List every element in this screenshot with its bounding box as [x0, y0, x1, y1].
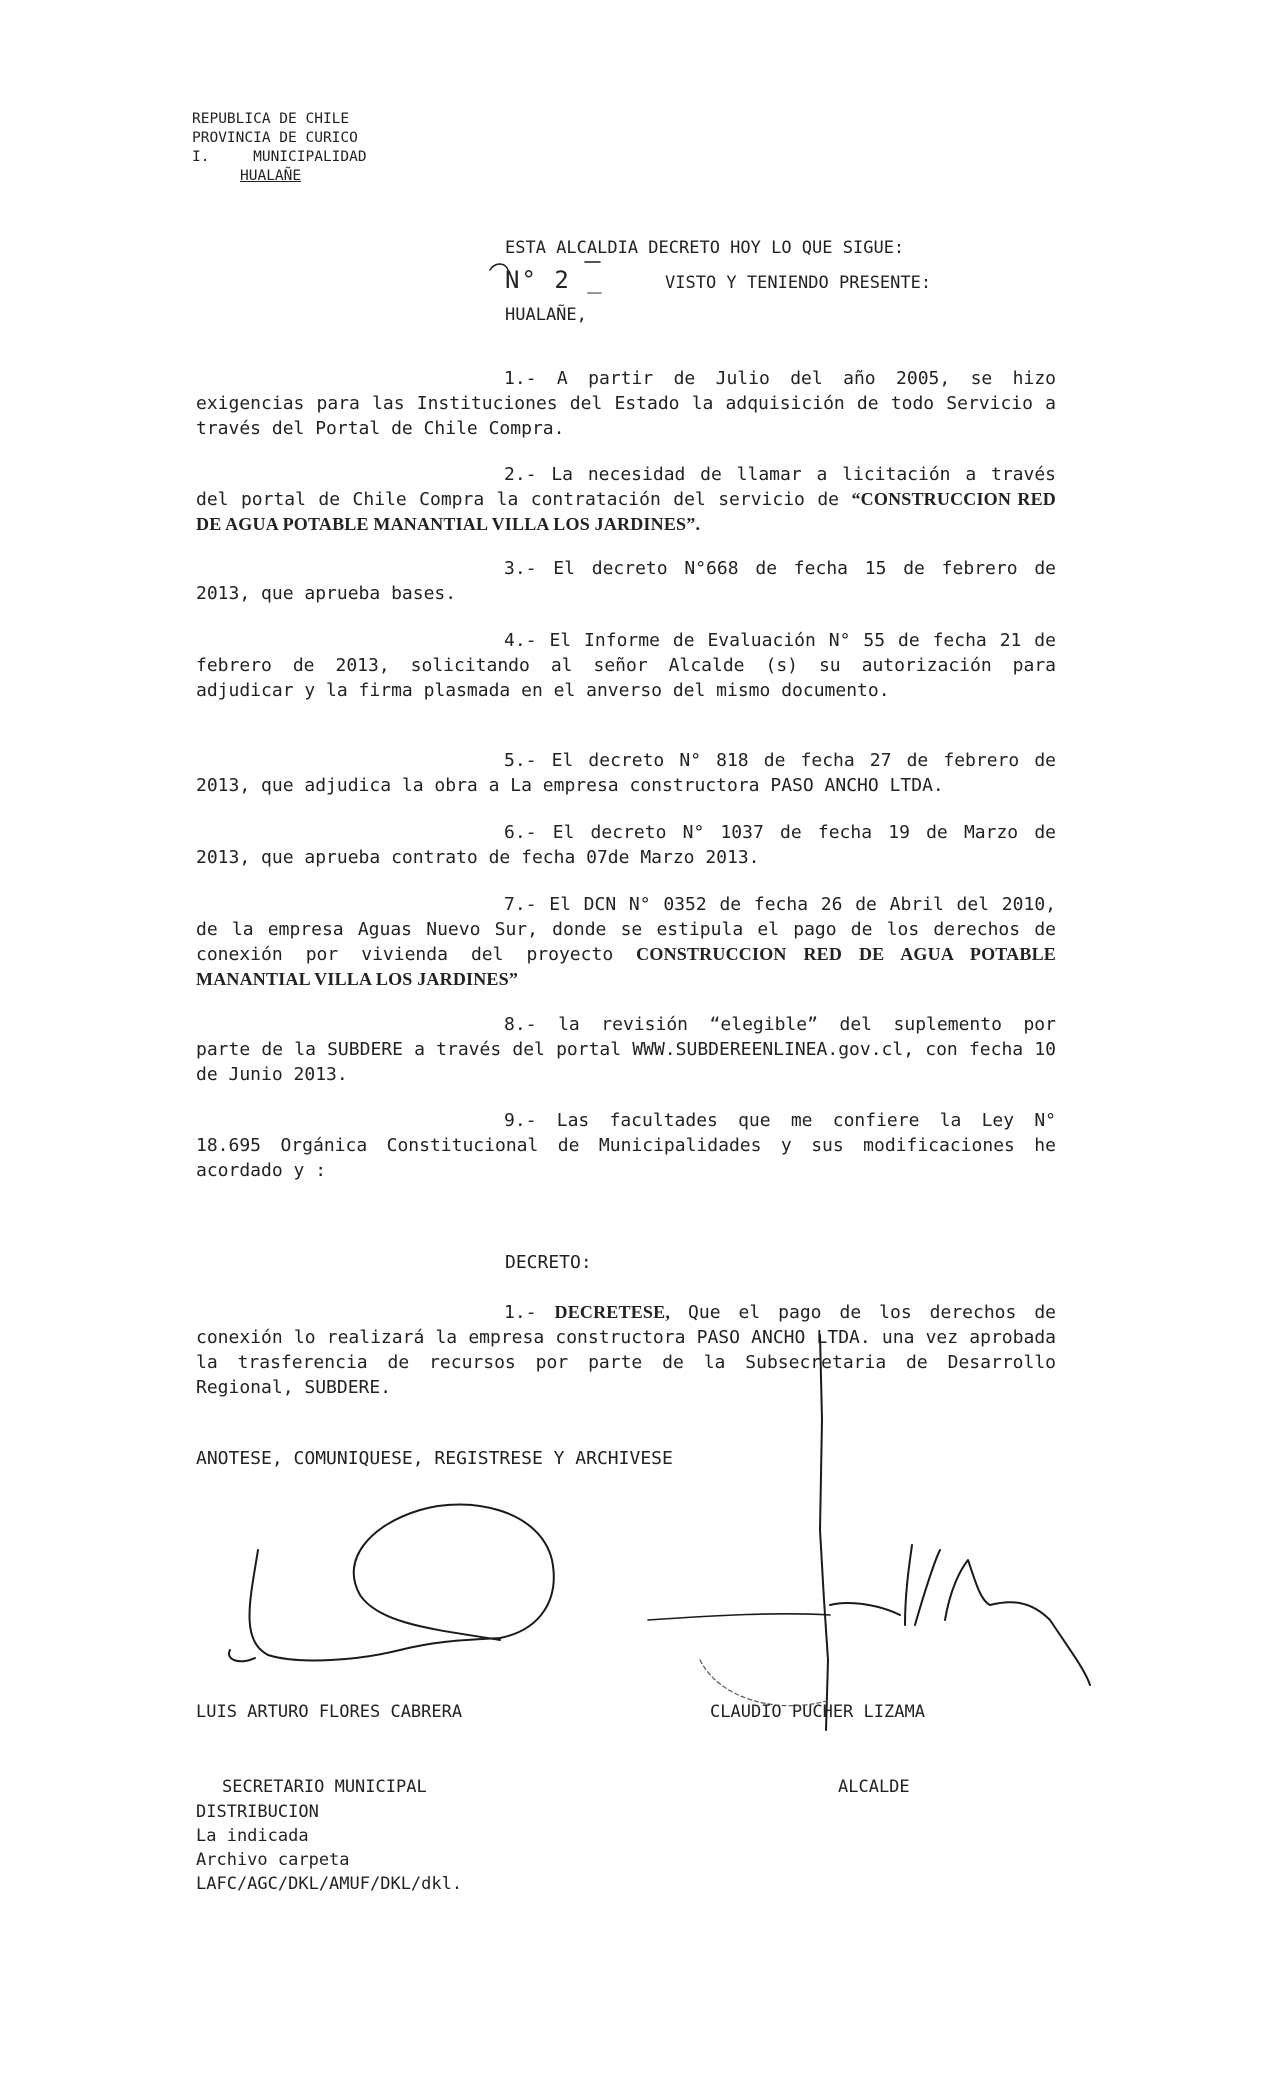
consideration-text: El decreto N° 818 de fecha 27 de febrero de 2013, que adjudica la obra a La empresa constructora PASO ANCHO LTDA.	[196, 750, 1056, 796]
consideration-number: 9.-	[504, 1110, 537, 1131]
consideration-8	[196, 1012, 1056, 1087]
consideration-number: 1.-	[504, 368, 537, 389]
consideration-4	[196, 628, 1056, 703]
distribution-item: Archivo carpeta	[196, 1850, 350, 1870]
project-name: “CONSTRUCCION RED DE AGUA POTABLE MANANTIAL VILLA LOS JARDINES”.	[196, 489, 1056, 534]
letterhead	[192, 110, 367, 186]
decree-header	[505, 232, 931, 331]
mayor-title: ALCALDE	[838, 1777, 910, 1797]
consideration-text: la revisión “elegible” del suplemento por parte de la SUBDERE a través del portal WWW.SUBDEREENLINEA.gov.cl, con fecha 10 de Junio 2013.	[196, 1014, 1056, 1085]
consideration-3	[196, 556, 1056, 606]
header-line-2	[505, 264, 931, 299]
distribution-title: DISTRIBUCION	[196, 1802, 319, 1822]
header-visto: VISTO Y TENIENDO PRESENTE:	[665, 273, 932, 293]
project-name: CONSTRUCCION RED DE AGUA POTABLE MANANTIAL VILLA LOS JARDINES”	[196, 944, 1056, 989]
letterhead-country: REPUBLICA DE CHILE	[192, 111, 350, 127]
letterhead-municipality: I. MUNICIPALIDAD	[192, 149, 367, 165]
consideration-1	[196, 366, 1056, 441]
mayor-signature-underline	[648, 1614, 830, 1620]
secretary-name: LUIS ARTURO FLORES CABRERA	[196, 1702, 463, 1722]
distribution-item: LAFC/AGC/DKL/AMUF/DKL/dkl.	[196, 1874, 463, 1894]
consideration-6	[196, 820, 1056, 870]
consideration-number: 7.-	[504, 894, 537, 915]
closing-formula: ANOTESE, COMUNIQUESE, REGISTRESE Y ARCHIVESE	[196, 1448, 673, 1469]
consideration-number: 8.-	[504, 1014, 537, 1035]
decree-article-number: 1.-	[504, 1302, 537, 1323]
consideration-number: 5.-	[504, 750, 537, 771]
distribution-item: La indicada	[196, 1826, 309, 1846]
decree-number: N° 2 _	[505, 266, 604, 294]
consideration-number: 2.-	[504, 464, 537, 485]
mayor-name: CLAUDIO PUCHER LIZAMA	[710, 1702, 925, 1722]
consideration-9	[196, 1108, 1056, 1183]
decree-label: DECRETO:	[505, 1252, 592, 1273]
consideration-5	[196, 748, 1056, 798]
mayor-signature-block	[710, 1650, 925, 1850]
consideration-text: El decreto N° 1037 de fecha 19 de Marzo de 2013, que aprueba contrato de fecha 07de Marzo 2013.	[196, 822, 1056, 868]
decree-article-1	[196, 1300, 1056, 1400]
consideration-text: El DCN N° 0352 de fecha 26 de Abril del 2010, de la empresa Aguas Nuevo Sur, donde se estipula el pago de los derechos de conexión por vivienda del proyecto	[196, 894, 1056, 965]
consideration-number: 4.-	[504, 630, 537, 651]
decree-keyword: DECRETESE,	[554, 1302, 671, 1322]
consideration-number: 3.-	[504, 558, 537, 579]
secretary-title: SECRETARIO MUNICIPAL	[222, 1777, 427, 1797]
consideration-text: El decreto N°668 de fecha 15 de febrero de 2013, que aprueba bases.	[196, 558, 1056, 604]
consideration-text: La necesidad de llamar a licitación a través del portal de Chile Compra la contratación del servicio de	[196, 464, 1057, 510]
consideration-text: Las facultades que me confiere la Ley N° 18.695 Orgánica Constitucional de Municipalidades y sus modificaciones he acordado y :	[196, 1110, 1056, 1181]
header-line-1: ESTA ALCALDIA DECRETO HOY LO QUE SIGUE:	[505, 238, 905, 258]
distribution-block	[196, 1800, 462, 1896]
secretary-signature	[250, 1504, 554, 1660]
consideration-2	[196, 462, 1056, 537]
letterhead-city: HUALAÑE	[240, 168, 302, 184]
consideration-text: A partir de Julio del año 2005, se hizo exigencias para las Instituciones del Estado la adquisición de todo Servicio a través del Portal de Chile Compra.	[196, 368, 1057, 439]
decree-article-text: Que el pago de los derechos de conexión lo realizará la empresa constructora PASO ANCHO LTDA. una vez aprobada la trasferencia de recursos por parte de la Subsecretaria de Desarrollo Regional, SUBDERE.	[196, 1302, 1056, 1398]
header-place: HUALAÑE,	[505, 305, 587, 325]
consideration-number: 6.-	[504, 822, 537, 843]
letterhead-province: PROVINCIA DE CURICO	[192, 130, 358, 146]
consideration-7	[196, 892, 1056, 992]
consideration-text: El Informe de Evaluación N° 55 de fecha 21 de febrero de 2013, solicitando al señor Alcalde (s) su autorización para adjudicar y la firma plasmada en el anverso del mismo documento.	[196, 630, 1056, 701]
